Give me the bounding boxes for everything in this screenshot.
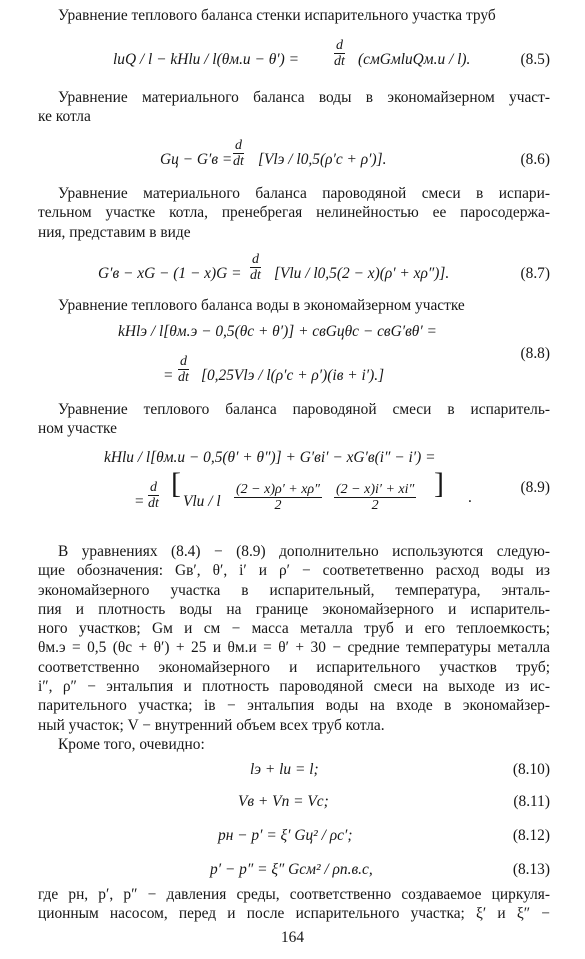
equation-8-13 — [38, 860, 550, 884]
text-line: пия и плотность воды на границе экономайзерного и испаритель- — [38, 600, 550, 618]
equation-number: (8.10) — [512, 761, 550, 778]
text-line: ный участок; V − внутренний объем всех труб котла. — [38, 716, 385, 734]
equation-8-12 — [38, 826, 550, 850]
equation-8-6 — [38, 138, 550, 176]
equation-number: (8.9) — [520, 479, 550, 496]
equation-8-10 — [38, 760, 550, 784]
equation-text: Vв + Vп = Vс; — [238, 793, 329, 810]
equation-volume-term: Vlи / l — [183, 493, 221, 510]
equation-right: (cмGмlиQм.и / l). — [358, 51, 471, 68]
text-line: θм.э = 0,5 (θс + θ′) + 25 и θм.и = θ′ + 30 − средние температуры металла — [38, 639, 550, 657]
text-line: щие обозначения: Gв′, θ′, i′ и ρ′ − соответетвенно расход воды из — [38, 562, 550, 580]
equation-8-9 — [38, 448, 550, 528]
text-line: Уравнение теплового баланса пароводяной смеси в испаритель- — [58, 401, 550, 418]
paragraph-material-balance-mixture — [38, 184, 550, 242]
text-line: соответственно экономайзерного и испарительного участков труб; — [38, 658, 550, 676]
paragraph-heat-balance-wall — [38, 6, 550, 25]
paragraph-heat-balance-mixture — [38, 400, 550, 439]
equation-number: (8.5) — [520, 51, 550, 68]
equation-8-7 — [38, 252, 550, 290]
equation-left: lиQ / l − kHlи / l(θм.и − θ′) = — [113, 51, 299, 68]
equation-dot: . — [468, 489, 472, 506]
equation-8-5 — [38, 38, 550, 76]
paragraph-obviously — [38, 735, 550, 754]
equation-number: (8.6) — [520, 151, 550, 168]
equation-right: [Vlи / l0,5(2 − x)(ρ′ + xρ″)]. — [274, 265, 450, 282]
equation-line-1: kHlэ / l[θм.э − 0,5(θс + θ′)] + cвGцθс − cвG′вθ′ = — [118, 323, 437, 340]
equation-right: [Vlэ / l0,5(ρ′с + ρ′)]. — [258, 151, 387, 168]
page-number: 164 — [280, 929, 305, 946]
text-line: ке котла — [38, 108, 91, 126]
paragraph-material-balance-water — [38, 88, 550, 127]
equation-derivative: $\frac{d}{dt}$ — [233, 138, 244, 169]
bracket-open: [ — [171, 467, 181, 500]
equation-text: pн − p′ = ξ′ Gц² / ρс′; — [218, 827, 353, 844]
text-line: ного участков; Gм и cм − масса металла труб и его теплоемкость; — [38, 620, 550, 638]
text-line: экономайзерного участка в испарительный, температура, энталь- — [38, 581, 550, 599]
equation-number: (8.13) — [512, 861, 550, 878]
equation-derivative: $\frac{d}{dt}$ — [334, 38, 345, 69]
equation-8-11 — [38, 792, 550, 816]
text-line: ния, представим в виде — [38, 223, 191, 241]
equation-number: (8.12) — [512, 827, 550, 844]
text-line: Уравнение теплового баланса воды в экономайзерном участке — [58, 297, 465, 314]
text-line: i″, ρ″ − энтальпия и плотность пароводяной смеси на выходе из ис- — [38, 678, 550, 696]
equation-left: G′в − xG − (1 − x)G = — [98, 265, 242, 282]
equation-derivative: $\frac{d}{dt}$ — [148, 480, 159, 511]
equation-equals: = — [134, 493, 145, 510]
equation-8-8 — [38, 322, 550, 392]
equation-equals: = — [163, 367, 174, 384]
equation-line-2: [0,25Vlэ / l(ρ′с + ρ′)(iв + i′).] — [201, 367, 385, 384]
text-line: ционным насосом, перед и после испарительного участка; ξ′ и ξ″ − — [38, 905, 550, 923]
text-line: тельном участке котла, пренебрегая нелинейностью ее паросодержа- — [38, 204, 550, 222]
text-line: Уравнение теплового баланса стенки испарительного участка труб — [58, 7, 496, 24]
equation-number: (8.8) — [520, 345, 550, 362]
equation-text: p′ − p″ = ξ″ Gсм² / ρп.в.с, — [210, 861, 373, 878]
equation-fraction-density: $\frac{(2 - x)\rho' + x\rho''}{2}$ — [236, 482, 320, 513]
equation-fraction-enthalpy: $\frac{(2 - x)i' + xi''}{2}$ — [336, 482, 415, 513]
text-line: Уравнение материального баланса воды в экономайзерном участ- — [58, 89, 550, 106]
bracket-close: ] — [434, 467, 444, 500]
paragraph-heat-balance-water — [38, 296, 550, 315]
text-line: ном участке — [38, 420, 117, 438]
equation-derivative: $\frac{d}{dt}$ — [250, 252, 261, 283]
text-line: Уравнение материального баланса пароводяной смеси в испари- — [58, 185, 550, 202]
text-line: где pн, p′, p″ − давления среды, соответственно создаваемое циркуля- — [38, 886, 550, 903]
equation-derivative: $\frac{d}{dt}$ — [178, 354, 189, 385]
equation-number: (8.7) — [520, 265, 550, 282]
text-line: В уравнениях (8.4) − (8.9) дополнительно используются следую- — [58, 543, 550, 560]
equation-text: lэ + lи = l; — [250, 761, 319, 778]
text-line: Кроме того, очевидно: — [58, 736, 205, 753]
paragraph-notation — [38, 542, 550, 735]
equation-line-1: kHlи / l[θм.и − 0,5(θ′ + θ″)] + G′вi′ − xG′в(i″ − i′) = — [104, 449, 436, 466]
equation-number: (8.11) — [513, 793, 550, 810]
paragraph-pressures — [38, 885, 550, 924]
text-line: парительного участка; iв − энтальпия воды на входе в экономайзер- — [38, 697, 550, 715]
equation-left: Gц − G′в = — [160, 151, 233, 168]
